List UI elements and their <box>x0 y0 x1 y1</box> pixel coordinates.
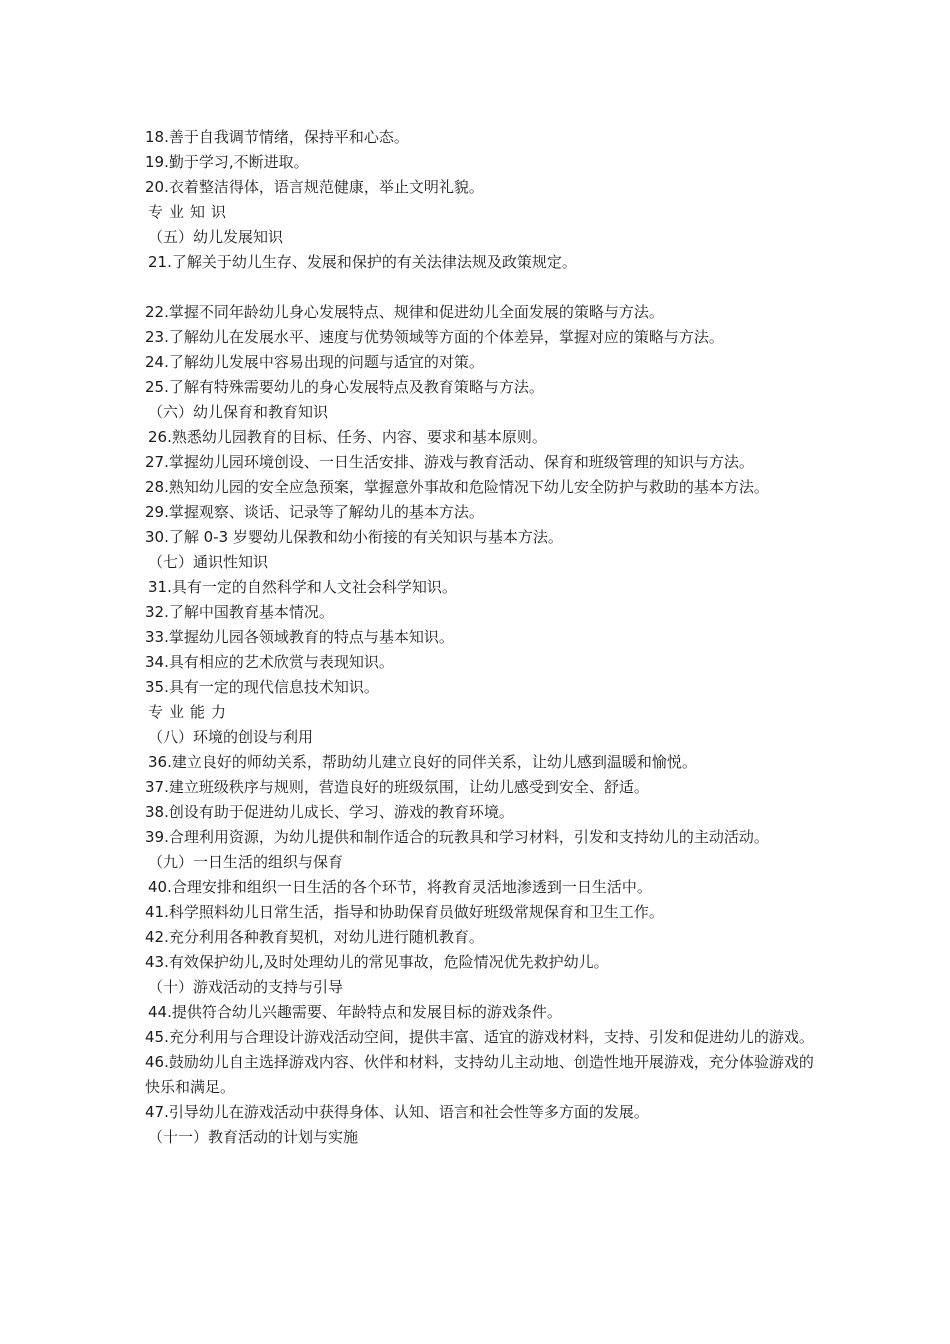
item-25: 25.了解有特殊需要幼儿的身心发展特点及教育策略与方法。 <box>145 378 544 396</box>
item-24: 24.了解幼儿发展中容易出现的问题与适宜的对策。 <box>145 353 484 371</box>
item-43: 43.有效保护幼儿,及时处理幼儿的常见事故，危险情况优先救护幼儿。 <box>145 953 609 971</box>
subsection-heading-6: （六）幼儿保育和教育知识 <box>148 403 329 421</box>
item-21: 21.了解关于幼儿生存、发展和保护的有关法律法规及政策规定。 <box>148 253 577 271</box>
subsection-heading-11: （十一）教育活动的计划与实施 <box>148 1128 359 1146</box>
subsection-heading-10: （十）游戏活动的支持与引导 <box>148 978 344 996</box>
document-page <box>145 125 825 1150</box>
item-30: 30.了解 0-3 岁婴幼儿保教和幼小衔接的有关知识与基本方法。 <box>145 528 563 546</box>
section-heading-professional-ability: 专业能力 <box>148 703 233 721</box>
item-40: 40.合理安排和组织一日生活的各个环节，将教育灵活地渗透到一日生活中。 <box>148 878 652 896</box>
item-35: 35.具有一定的现代信息技术知识。 <box>145 678 379 696</box>
item-23: 23.了解幼儿在发展水平、速度与优势领域等方面的个体差异，掌握对应的策略与方法。 <box>145 328 724 346</box>
item-45: 45.充分利用与合理设计游戏活动空间，提供丰富、适宜的游戏材料，支持、引发和促进幼儿的游戏。 <box>145 1028 814 1046</box>
item-39: 39.合理利用资源，为幼儿提供和制作适合的玩教具和学习材料，引发和支持幼儿的主动活动。 <box>145 828 769 846</box>
item-27: 27.掌握幼儿园环境创设、一日生活安排、游戏与教育活动、保育和班级管理的知识与方法。 <box>145 453 754 471</box>
item-34: 34.具有相应的艺术欣赏与表现知识。 <box>145 653 394 671</box>
item-42: 42.充分利用各种教育契机，对幼儿进行随机教育。 <box>145 928 484 946</box>
item-32: 32.了解中国教育基本情况。 <box>145 603 334 621</box>
subsection-heading-9: （九）一日生活的组织与保育 <box>148 853 344 871</box>
item-46: 46.鼓励幼儿自主选择游戏内容、伙伴和材料，支持幼儿主动地、创造性地开展游戏，充分体验游戏的快乐和满足。 <box>145 1053 814 1096</box>
item-33: 33.掌握幼儿园各领域教育的特点与基本知识。 <box>145 628 454 646</box>
item-22: 22.掌握不同年龄幼儿身心发展特点、规律和促进幼儿全面发展的策略与方法。 <box>145 303 664 321</box>
section-heading-professional-knowledge: 专业知识 <box>148 203 233 221</box>
item-37: 37.建立班级秩序与规则，营造良好的班级氛围，让幼儿感受到安全、舒适。 <box>145 778 649 796</box>
item-44: 44.提供符合幼儿兴趣需要、年龄特点和发展目标的游戏条件。 <box>148 1003 562 1021</box>
item-26: 26.熟悉幼儿园教育的目标、任务、内容、要求和基本原则。 <box>148 428 547 446</box>
subsection-heading-7: （七）通识性知识 <box>148 553 269 571</box>
item-38: 38.创设有助于促进幼儿成长、学习、游戏的教育环境。 <box>145 803 514 821</box>
item-36: 36.建立良好的师幼关系，帮助幼儿建立良好的同伴关系，让幼儿感到温暖和愉悦。 <box>148 753 697 771</box>
item-18: 18.善于自我调节情绪，保持平和心态。 <box>145 128 409 146</box>
subsection-heading-5: （五）幼儿发展知识 <box>148 228 284 246</box>
item-31: 31.具有一定的自然科学和人文社会科学知识。 <box>148 578 457 596</box>
item-19: 19.勤于学习,不断进取。 <box>145 153 309 171</box>
item-20: 20.衣着整洁得体，语言规范健康，举止文明礼貌。 <box>145 178 484 196</box>
blank-line <box>145 275 825 300</box>
item-28: 28.熟知幼儿园的安全应急预案，掌握意外事故和危险情况下幼儿安全防护与救助的基本方法。 <box>145 478 769 496</box>
item-41: 41.科学照料幼儿日常生活，指导和协助保育员做好班级常规保育和卫生工作。 <box>145 903 664 921</box>
item-47: 47.引导幼儿在游戏活动中获得身体、认知、语言和社会性等多方面的发展。 <box>145 1103 649 1121</box>
item-29: 29.掌握观察、谈话、记录等了解幼儿的基本方法。 <box>145 503 484 521</box>
subsection-heading-8: （八）环境的创设与利用 <box>148 728 314 746</box>
